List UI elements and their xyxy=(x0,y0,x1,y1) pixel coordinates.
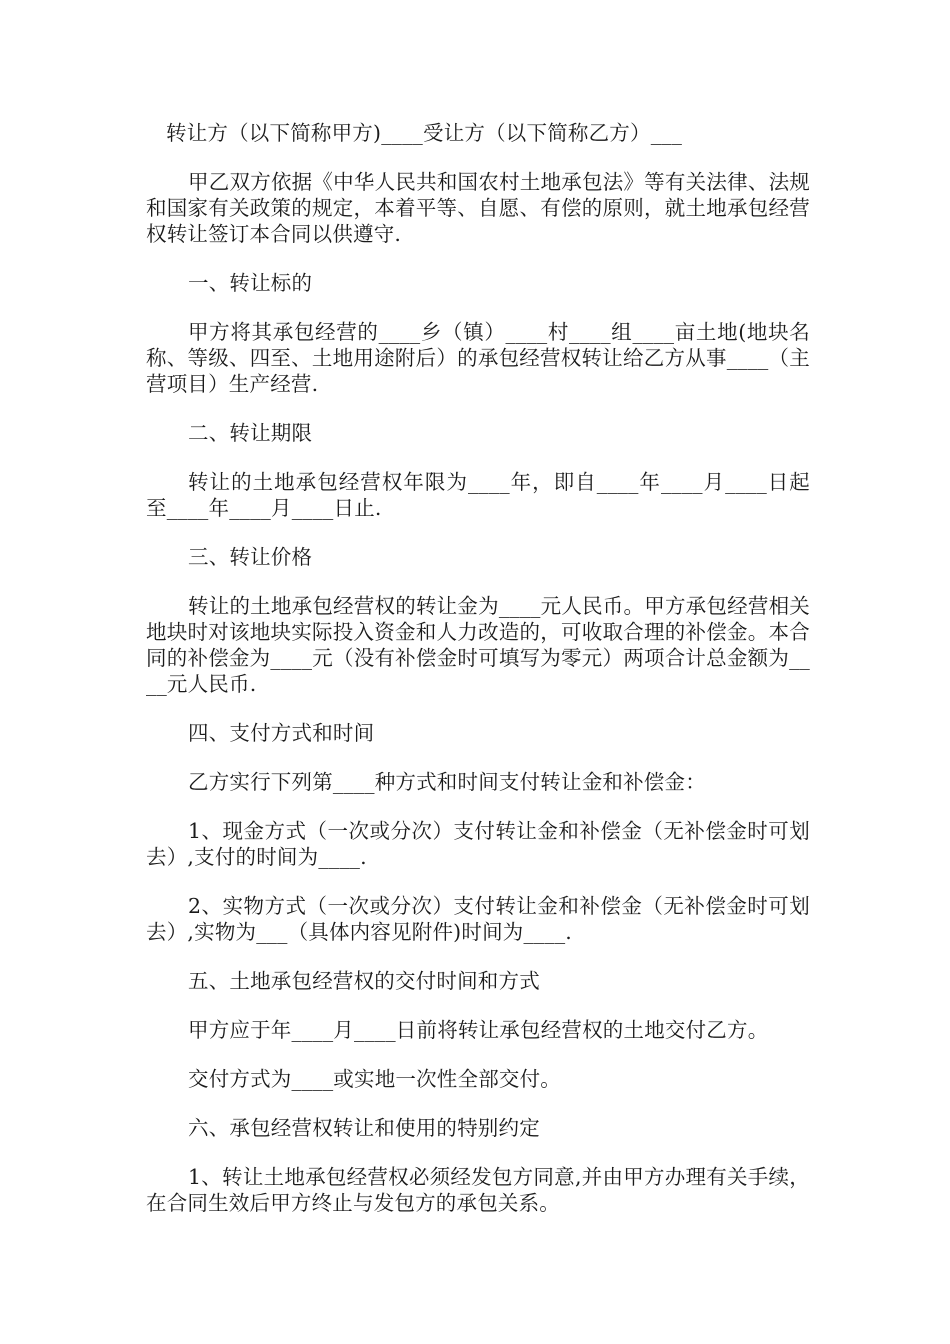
section-2-body: 转让的土地承包经营权年限为____年，即自____年____月____日起至____年____月____日止. xyxy=(146,470,810,520)
section-6-title: 六、承包经营权转让和使用的特别约定 xyxy=(188,1116,540,1140)
section-4-body: 乙方实行下列第____种方式和时间支付转让金和补偿金： xyxy=(188,770,706,794)
section-2-title: 二、转让期限 xyxy=(188,421,313,445)
contract-page xyxy=(146,120,810,1239)
intro-paragraph: 甲乙双方依据《中华人民共和国农村土地承包法》等有关法律、法规和国家有关政策的规定，本着平等、自愿、有偿的原则，就土地承包经营权转让签订本合同以供遵守. xyxy=(146,170,810,246)
section-1-body: 甲方将其承包经营的____乡（镇）____村____组____亩土地(地块名称、等级、四至、土地用途附后）的承包经营权转让给乙方从事____（主营项目）生产经营. xyxy=(146,320,810,396)
section-4-item-2: 2、实物方式（一次或分次）支付转让金和补偿金（无补偿金时可划去）,实物为___（具体内容见附件)时间为____. xyxy=(146,894,810,944)
section-5-title: 五、土地承包经营权的交付时间和方式 xyxy=(188,969,540,993)
section-3-body: 转让的土地承包经营权的转让金为____元人民币。甲方承包经营相关地块时对该地块实际投入资金和人力改造的，可收取合理的补偿金。本合同的补偿金为____元（没有补偿金时可填写为零元）两项合计总金额为____元人民币. xyxy=(146,594,810,696)
section-4-title: 四、支付方式和时间 xyxy=(188,721,375,745)
section-1-title: 一、转让标的 xyxy=(188,271,313,295)
section-3-title: 三、转让价格 xyxy=(188,545,313,569)
section-6-item-1: 1、转让土地承包经营权必须经发包方同意,并由甲方办理有关手续，在合同生效后甲方终止与发包方的承包关系。 xyxy=(146,1165,810,1215)
section-5-body-1: 甲方应于年____月____日前将转让承包经营权的土地交付乙方。 xyxy=(188,1018,769,1042)
section-4-item-1: 1、现金方式（一次或分次）支付转让金和补偿金（无补偿金时可划去）,支付的时间为____. xyxy=(146,819,810,869)
section-5-body-2: 交付方式为____或实地一次性全部交付。 xyxy=(188,1067,561,1091)
parties-line: 转让方（以下简称甲方)____受让方（以下简称乙方）___ xyxy=(166,121,683,145)
